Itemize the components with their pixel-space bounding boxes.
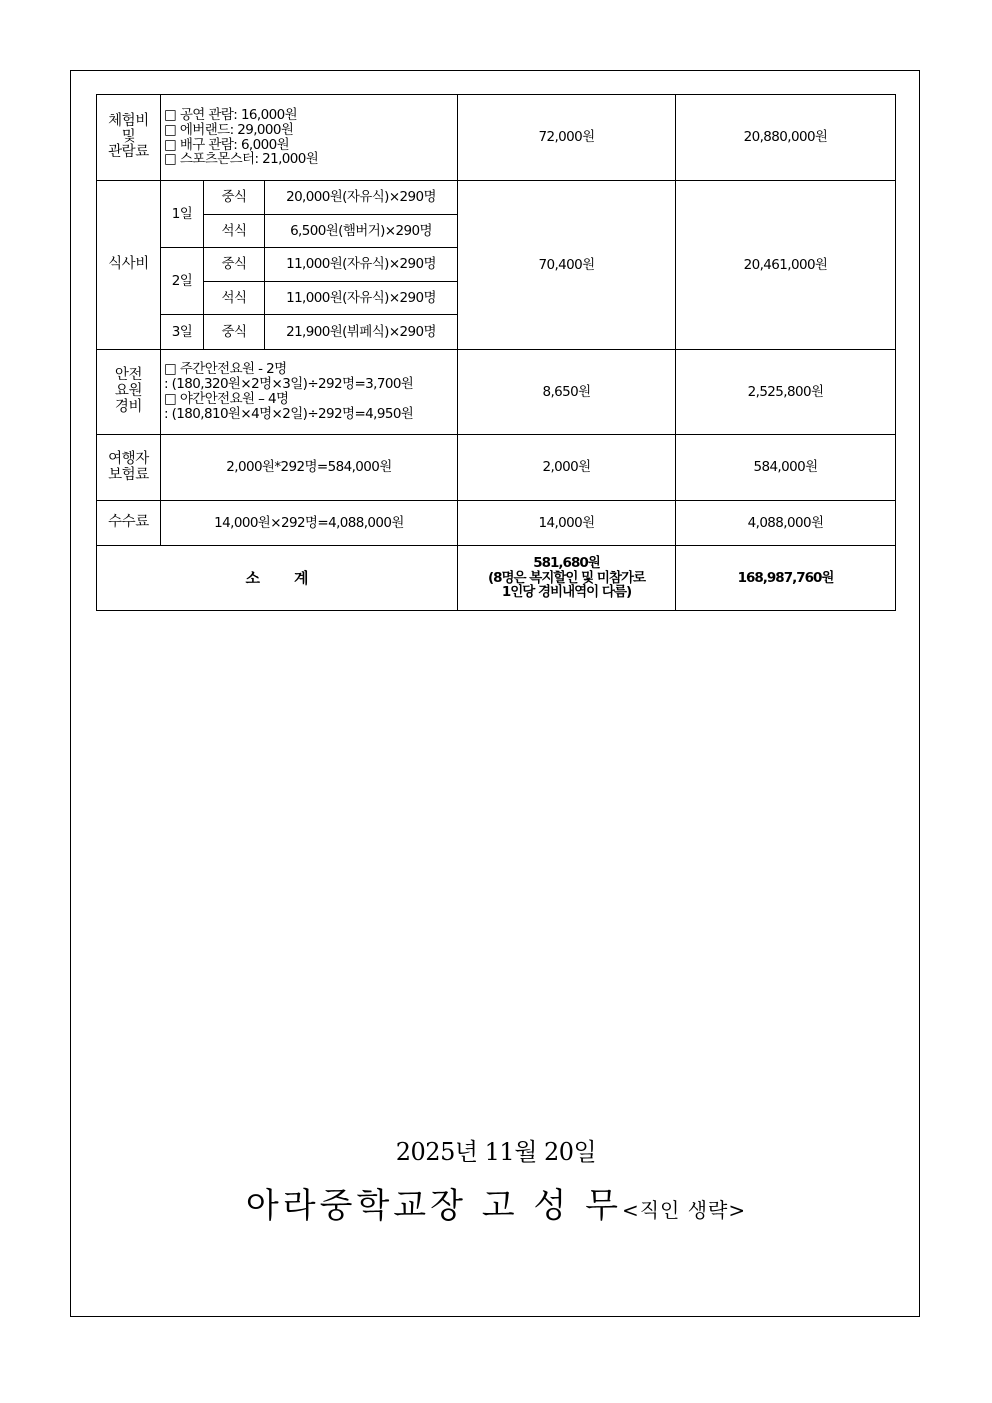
meal-type: 석식	[204, 215, 265, 248]
total-cost: 2,525,800원	[676, 350, 896, 435]
signer-name: 아라중학교장 고 성 무	[245, 1186, 622, 1226]
insurance-detail: 2,000원*292명=584,000원	[161, 435, 458, 501]
category-meal: 식사비	[97, 181, 161, 350]
document-date: 2025년 11월 20일	[395, 1138, 597, 1166]
per-person-cost: 14,000원	[458, 501, 676, 546]
total-cost: 584,000원	[676, 435, 896, 501]
signer-line	[0, 1178, 992, 1227]
meal-detail: 21,900원(뷔페식)×290명	[265, 315, 458, 350]
meal-type: 중식	[204, 248, 265, 282]
meal-day-3: 3일	[161, 315, 204, 350]
row-experience	[97, 95, 896, 181]
total-cost: 20,461,000원	[676, 181, 896, 350]
list-item: □ 스포츠몬스터: 21,000원	[164, 151, 319, 168]
meal-type: 중식	[204, 315, 265, 350]
meal-detail: 11,000원(자유식)×290명	[265, 282, 458, 315]
meal-detail: 20,000원(자유식)×290명	[265, 181, 458, 215]
meal-detail: 11,000원(자유식)×290명	[265, 248, 458, 282]
total-cost: 20,880,000원	[676, 95, 896, 181]
row-meal-d1-lunch	[97, 181, 896, 215]
category-safety: 안전 요원 경비	[97, 350, 161, 435]
meal-type: 석식	[204, 282, 265, 315]
list-item: □ 공연 관람: 16,000원	[164, 106, 298, 123]
subtotal-per-person: 581,680원 (8명은 복지할인 및 미참가로 1인당 경비내역이 다름)	[458, 546, 676, 611]
per-person-cost: 8,650원	[458, 350, 676, 435]
list-item: □ 배구 관람: 6,000원	[164, 136, 290, 153]
meal-day-1: 1일	[161, 181, 204, 248]
total-cost: 4,088,000원	[676, 501, 896, 546]
category-fee: 수수료	[97, 501, 161, 546]
seal-note: <직인 생략>	[621, 1198, 747, 1222]
subtotal-label: 소 계	[97, 546, 458, 611]
list-item: : (180,810원×4명×2일)÷292명=4,950원	[164, 405, 414, 422]
safety-items	[161, 350, 458, 435]
meal-detail: 6,500원(햄버거)×290명	[265, 215, 458, 248]
row-subtotal	[97, 546, 896, 611]
cost-table	[96, 94, 896, 611]
experience-items	[161, 95, 458, 181]
list-item: □ 에버랜드: 29,000원	[164, 121, 294, 138]
subtotal-total: 168,987,760원	[676, 546, 896, 611]
category-experience: 체험비 및 관람료	[97, 95, 161, 181]
fee-detail: 14,000원×292명=4,088,000원	[161, 501, 458, 546]
per-person-cost: 2,000원	[458, 435, 676, 501]
list-item: : (180,320원×2명×3일)÷292명=3,700원	[164, 376, 414, 393]
per-person-cost: 70,400원	[458, 181, 676, 350]
meal-day-2: 2일	[161, 248, 204, 315]
meal-type: 중식	[204, 181, 265, 215]
list-item: □ 야간안전요원 – 4명	[164, 391, 289, 407]
row-fee	[97, 501, 896, 546]
category-insurance: 여행자 보험료	[97, 435, 161, 501]
per-person-cost: 72,000원	[458, 95, 676, 181]
row-insurance	[97, 435, 896, 501]
list-item: □ 주간안전요원 - 2명	[164, 361, 287, 378]
row-safety	[97, 350, 896, 435]
